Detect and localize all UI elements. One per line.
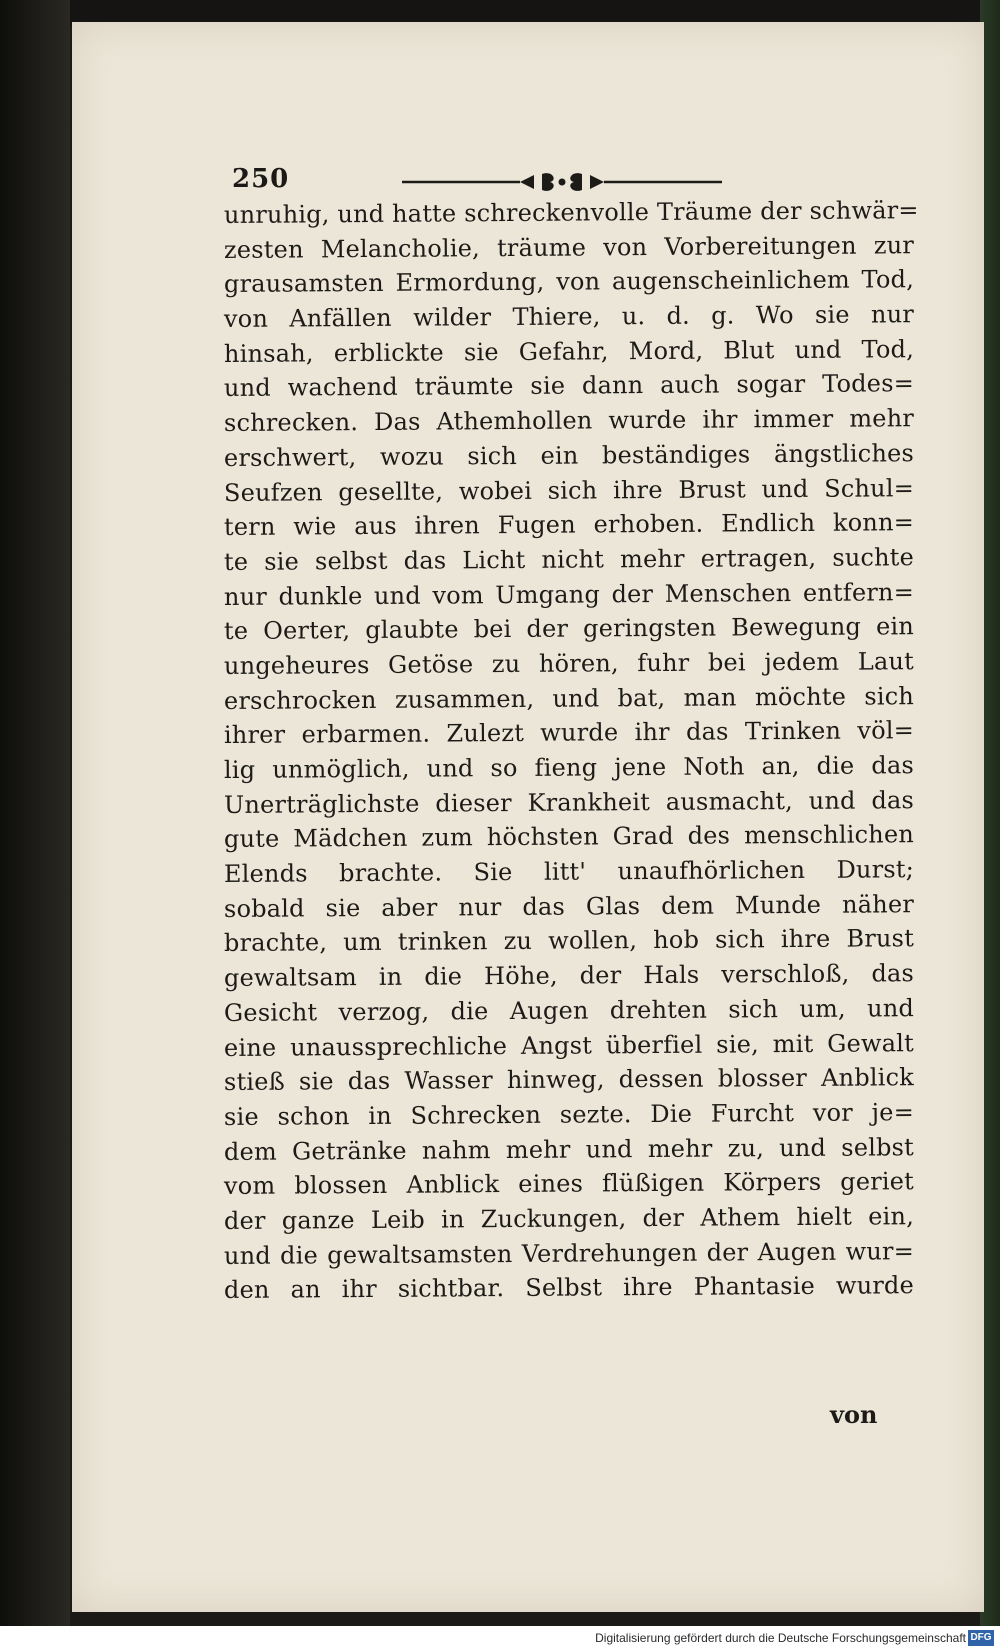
printers-ornament-rule-icon	[402, 170, 722, 194]
text-line: grausamsten Ermordung, von augenscheinlichem Tod,	[223, 265, 915, 299]
text-line: vom blossen Anblick eines flüßigen Körpers geriet	[223, 1167, 915, 1201]
text-line: sie schon in Schrecken sezte. Die Furcht vor je=	[223, 1098, 915, 1131]
text-line: und die gewaltsamsten Verdrehungen der Augen wur=	[223, 1236, 915, 1270]
dfg-logo-icon: DFG	[968, 1630, 994, 1646]
text-line: von Anfällen wilder Thiere, u. d. g. Wo sie nur	[223, 300, 915, 334]
text-line: brachte, um trinken zu wollen, hob sich ihre Brust	[223, 924, 915, 958]
text-line: ungeheures Getöse zu hören, fuhr bei jedem Laut	[223, 647, 915, 680]
book-page	[72, 22, 984, 1612]
text-line: te sie selbst das Licht nicht mehr ertragen, suchte	[223, 543, 915, 576]
text-line: dem Getränke nahm mehr und mehr zu, und selbst	[223, 1132, 915, 1166]
text-line: tern wie aus ihren Fugen erhoben. Endlich konn=	[223, 508, 915, 542]
text-line: schrecken. Das Athemhollen wurde ihr immer mehr	[223, 404, 915, 438]
text-line: unruhig, und hatte schreckenvolle Träume der schwär=	[223, 196, 919, 229]
text-line: eine unaussprechliche Angst überfiel sie, mit Gewalt	[223, 1028, 915, 1062]
text-line: den an ihr sichtbar. Selbst ihre Phantasie wurde	[223, 1271, 915, 1305]
funding-credit: Digitalisierung gefördert durch die Deutsche Forschungsgemeinschaft	[595, 1631, 966, 1645]
digitization-footer	[0, 1626, 1000, 1651]
catchword: von	[830, 1400, 878, 1429]
text-line: Unerträglichste dieser Krankheit ausmacht, und das	[223, 785, 915, 819]
text-line: Seufzen gesellte, wobei sich ihre Brust und Schul=	[223, 473, 915, 507]
text-line: Gesicht verzog, die Augen drehten sich um, und	[223, 993, 915, 1027]
text-line: hinsah, erblickte sie Gefahr, Mord, Blut und Tod,	[223, 334, 915, 368]
text-line: nur dunkle und vom Umgang der Menschen entfern=	[223, 577, 915, 611]
body-text	[223, 196, 919, 1308]
text-line: Elends brachte. Sie litt' unaufhörlichen Durst;	[223, 855, 915, 889]
page-number: 250	[232, 164, 290, 194]
text-line: lig unmöglich, und so fieng jene Noth an, die das	[223, 751, 915, 784]
text-line: und wachend träumte sie dann auch sogar Todes=	[223, 369, 915, 403]
scan-background-left	[0, 0, 70, 1651]
text-line: zesten Melancholie, träume von Vorbereitungen zur	[223, 230, 915, 264]
text-line: stieß sie das Wasser hinweg, dessen blosser Anblick	[223, 1063, 915, 1097]
text-line: erschwert, wozu sich ein beständiges ängstliches	[223, 438, 915, 472]
text-line: gute Mädchen zum höchsten Grad des menschlichen	[223, 820, 915, 854]
text-line: erschrocken zusammen, und bat, man möchte sich	[223, 681, 915, 715]
text-line: te Oerter, glaubte bei der geringsten Bewegung ein	[223, 612, 915, 646]
text-line: ihrer erbarmen. Zulezt wurde ihr das Trinken völ=	[223, 716, 915, 750]
text-line: gewaltsam in die Höhe, der Hals verschloß, das	[223, 959, 915, 993]
text-line: sobald sie aber nur das Glas dem Munde näher	[223, 889, 915, 923]
text-line: der ganze Leib in Zuckungen, der Athem hielt ein,	[223, 1202, 915, 1235]
